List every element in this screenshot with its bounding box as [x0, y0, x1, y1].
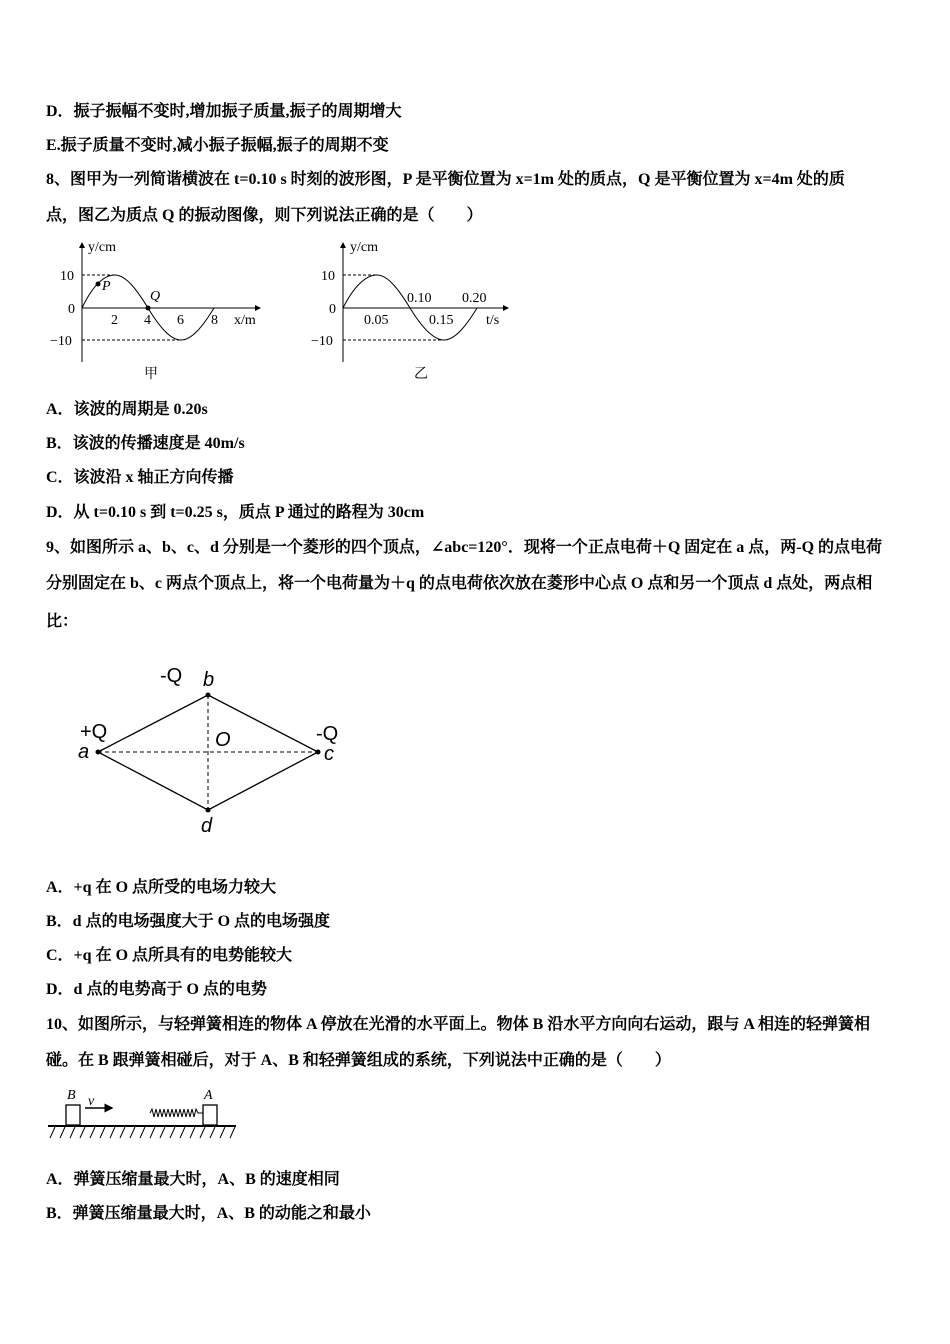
- tick: 0.05: [364, 313, 389, 328]
- vertex-b: b: [203, 669, 215, 691]
- q9-option-a: A．+q 在 O 点所受的电场力较大: [46, 879, 277, 896]
- q8-option-d: D．从 t=0.10 s 到 t=0.25 s，质点 P 通过的路程为 30cm: [46, 504, 425, 521]
- q8-option-a: A．该波的周期是 0.20s: [46, 401, 208, 418]
- caption-jia: 甲: [144, 367, 158, 382]
- q8-stem-line1: 8、图甲为一列简谐横波在 t=0.10 s 时刻的波形图，P 是平衡位置为 x=1m 处的质点，Q 是平衡位置为 x=4m 处的质: [46, 171, 845, 188]
- tick: 0.15: [429, 313, 454, 328]
- q9-stem-line3: 比：: [46, 613, 79, 630]
- q9-option-d: D．d 点的电势高于 O 点的电势: [46, 981, 267, 998]
- q8-option-b: B．该波的传播速度是 40m/s: [46, 435, 245, 452]
- q10-option-b: B．弹簧压缩量最大时，A、B 的动能之和最小: [46, 1205, 371, 1222]
- block-a-label: A: [204, 1088, 213, 1103]
- tick: 0: [329, 302, 336, 317]
- yi-xlabel: t/s: [486, 313, 500, 328]
- tick: 0: [68, 302, 75, 317]
- q10-stem-line2: 碰。在 B 跟弹簧相碰后，对于 A、B 和轻弹簧组成的系统，下列说法中正确的是（ ）: [46, 1052, 671, 1069]
- charge-b: -Q: [160, 665, 183, 687]
- tick: −10: [311, 334, 333, 349]
- q8-option-c: C．该波沿 x 轴正方向传播: [46, 469, 234, 486]
- block-b-label: B: [67, 1088, 76, 1103]
- q7-option-e: E.振子质量不变时,减小振子振幅,振子的周期不变: [46, 137, 389, 154]
- tick: 6: [177, 313, 184, 328]
- point-p-label: P: [102, 279, 111, 294]
- spring-figure: [48, 1088, 236, 1138]
- tick: 0.20: [462, 291, 487, 306]
- tick: 2: [111, 313, 118, 328]
- jia-ylabel: y/cm: [88, 240, 116, 255]
- q10-stem-line1: 10、如图所示，与轻弹簧相连的物体 A 停放在光滑的水平面上。物体 B 沿水平方向向右运动，跟与 A 相连的轻弹簧相: [46, 1016, 871, 1033]
- tick: −10: [50, 334, 72, 349]
- tick: 10: [321, 269, 335, 284]
- center-o: O: [215, 729, 231, 751]
- vertex-a: a: [78, 741, 90, 763]
- vibration-graph-yi: [311, 240, 508, 382]
- velocity-label: v: [88, 1094, 95, 1109]
- tick: 0.10: [407, 291, 432, 306]
- point-q-label: Q: [150, 289, 161, 304]
- q9-stem-line1: 9、如图所示 a、b、c、d 分别是一个菱形的四个顶点，∠abc=120°．现将一个正点电荷＋Q 固定在 a 点，两-Q 的点电荷: [46, 539, 883, 556]
- q7-option-d: D．振子振幅不变时,增加振子质量,振子的周期增大: [46, 103, 402, 120]
- q9-stem-line2: 分别固定在 b、c 两点个顶点上，将一个电荷量为＋q 的点电荷依次放在菱形中心点 O 点和另一个顶点 d 点处，两点相: [46, 575, 873, 592]
- charge-a: +Q: [80, 721, 108, 743]
- tick: 8: [211, 313, 218, 328]
- tick: 10: [60, 269, 74, 284]
- wave-graph-jia: [50, 240, 260, 382]
- q9-option-c: C．+q 在 O 点所具有的电势能较大: [46, 947, 293, 964]
- vertex-d: d: [201, 815, 213, 837]
- rhombus-figure: [78, 665, 338, 837]
- jia-xlabel: x/m: [234, 313, 256, 328]
- caption-yi: 乙: [414, 367, 428, 382]
- q10-option-a: A．弹簧压缩量最大时，A、B 的速度相同: [46, 1171, 340, 1188]
- yi-ylabel: y/cm: [350, 240, 378, 255]
- q9-option-b: B．d 点的电场强度大于 O 点的电场强度: [46, 913, 331, 930]
- charge-c: -Q: [316, 723, 339, 745]
- q8-stem-line2: 点，图乙为质点 Q 的振动图像，则下列说法正确的是（ ）: [46, 207, 483, 224]
- tick: 4: [144, 313, 151, 328]
- vertex-c: c: [324, 743, 334, 765]
